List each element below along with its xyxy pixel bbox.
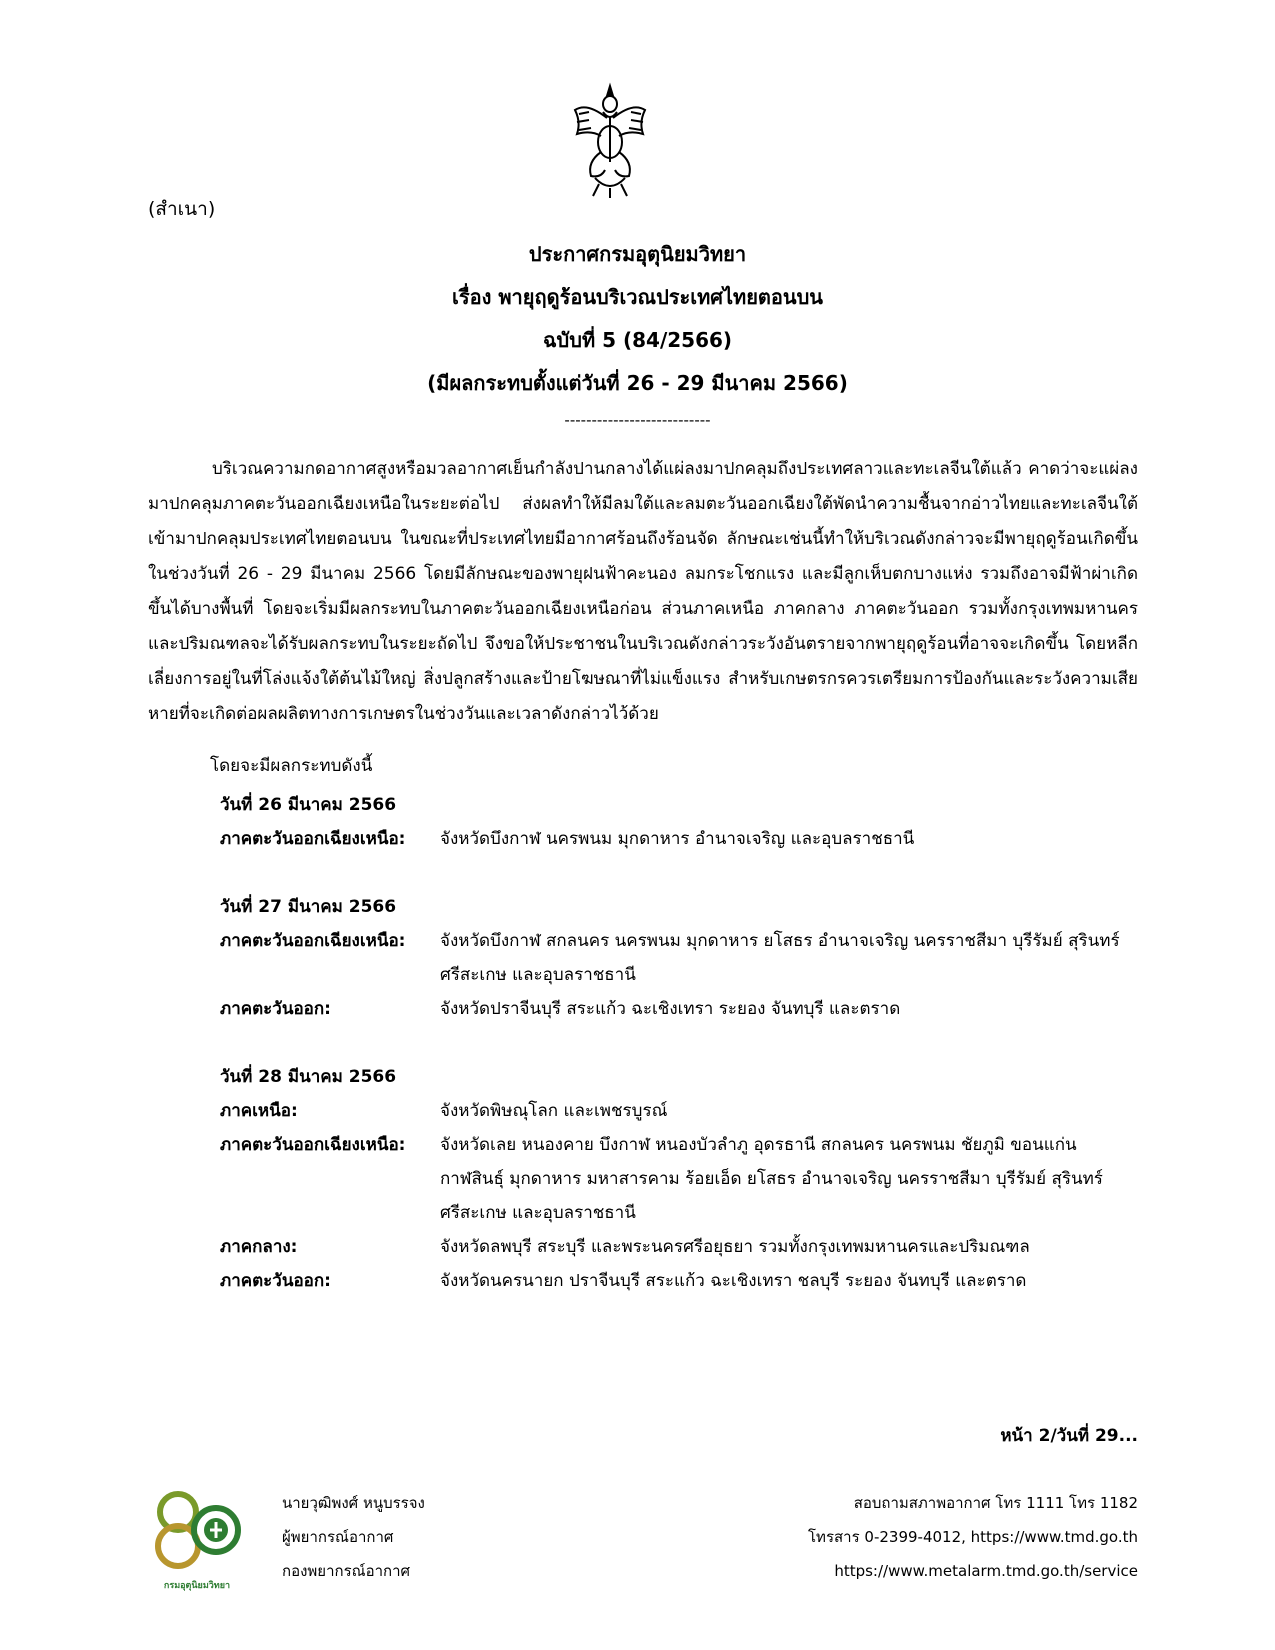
region-provinces: จังหวัดพิษณุโลก และเพชรบูรณ์ (440, 1101, 668, 1121)
region-provinces: จังหวัดลพบุรี สระบุรี และพระนครศรีอยุธยา รวมทั้งกรุงเทพมหานครและปริมณฑล (440, 1237, 1030, 1257)
title-line-2: เรื่อง พายุฤดูร้อนบริเวณประเทศไทยตอนบน (452, 285, 823, 309)
contact-block (808, 1486, 1138, 1588)
region-name: ภาคตะวันออกเฉียงเหนือ: (220, 931, 406, 951)
signer-name: นายวุฒิพงศ์ หนูบรรจง (282, 1494, 425, 1512)
signer-block (282, 1486, 425, 1588)
contact-fax: โทรสาร 0-2399-4012, https://www.tmd.go.th (808, 1528, 1138, 1546)
next-page-marker: หน้า 2/วันที่ 29... (1000, 1426, 1138, 1446)
region-name: ภาคตะวันออก: (220, 1271, 331, 1291)
day-title: วันที่ 26 มีนาคม 2566 (220, 795, 397, 815)
region-row (220, 1230, 1120, 1264)
region-provinces: จังหวัดบึงกาฬ นครพนม มุกดาหาร อำนาจเจริญ และอุบลราชธานี (440, 829, 915, 849)
region-row (220, 822, 1120, 856)
body-paragraph: บริเวณความกดอากาศสูงหรือมวลอากาศเย็นกำลังปานกลางได้แผ่ลงมาปกคลุมถึงประเทศลาวและทะเลจีนใต้แล้ว คาดว่าจะแผ่ลงมาปกคลุมภาคตะวันออกเฉียงเหนือในระยะต่อไป ส่งผลทำให้มีลมใต้และลมตะวันออกเฉียงใต้พัดนำความชื้นจากอ่าวไทยและทะเลจีนใต้เข้ามาปกคลุมประเทศไทยตอนบน ในขณะที่ประเทศไทยมีอากาศร้อนถึงร้อนจัด ลักษณะเช่นนี้ทำให้บริเวณดังกล่าวจะมีพายุฤดูร้อนเกิดขึ้นในช่วงวันที่ 26 - 29 มีนาคม 2566 โดยมีลักษณะของพายุฝนฟ้าคะนอง ลมกระโชกแรง และมีลูกเห็บตกบางแห่ง รวมถึงอาจมีฟ้าผ่าเกิดขึ้นได้บางพื้นที่ โดยจะเริ่มมีผลกระทบในภาคตะวันออกเฉียงเหนือก่อน ส่วนภาคเหนือ ภาคกลาง ภาคตะวันออก รวมทั้งกรุงเทพมหานครและปริมณฑลจะได้รับผลกระทบในระยะถัดไป จึงขอให้ประชาชนในบริเวณดังกล่าวระวังอันตรายจากพายุฤดูร้อนที่อาจจะเกิดขึ้น โดยหลีกเลี่ยงการอยู่ในที่โล่งแจ้งใต้ต้นไม้ใหญ่ สิ่งปลูกสร้างและป้ายโฆษณาที่ไม่แข็งแรง สำหรับเกษตรกรควรเตรียมการป้องกันและระวังความเสียหายที่จะเกิดต่อผลผลิตทางการเกษตรในช่วงวันและเวลาดังกล่าวไว้ด้วย (148, 459, 1138, 724)
region-provinces: จังหวัดปราจีนบุรี สระแก้ว ฉะเชิงเทรา ระยอง จันทบุรี และตราด (440, 999, 901, 1019)
garuda-emblem-icon (567, 82, 653, 200)
contact-phone: สอบถามสภาพอากาศ โทร 1111 โทร 1182 (853, 1494, 1138, 1512)
region-provinces: จังหวัดนครนายก ปราจีนบุรี สระแก้ว ฉะเชิงเทรา ชลบุรี ระยอง จันทบุรี และตราด (440, 1271, 1027, 1291)
day-title: วันที่ 27 มีนาคม 2566 (220, 897, 397, 917)
region-provinces: จังหวัดเลย หนองคาย บึงกาฬ หนองบัวลำภู อุดรธานี สกลนคร นครพนม ชัยภูมิ ขอนแก่น กาฬสินธุ์ มุกดาหาร มหาสารคาม ร้อยเอ็ด ยโสธร อำนาจเจริญ นครราชสีมา บุรีรัมย์ สุรินทร์ ศรีสะเกษ และอุบลราชธานี (440, 1135, 1103, 1223)
region-name: ภาคตะวันออก: (220, 999, 331, 1019)
region-row (220, 992, 1120, 1026)
signer-position: ผู้พยากรณ์อากาศ (282, 1528, 394, 1546)
region-name: ภาคเหนือ: (220, 1101, 298, 1121)
announcement-title (0, 233, 1275, 405)
region-row (220, 1264, 1120, 1298)
region-name: ภาคตะวันออกเฉียงเหนือ: (220, 1135, 406, 1155)
region-name: ภาคตะวันออกเฉียงเหนือ: (220, 829, 406, 849)
signer-division: กองพยากรณ์อากาศ (282, 1562, 411, 1580)
tmd-80th-anniversary-logo-icon (148, 1484, 246, 1591)
region-row (220, 924, 1120, 992)
region-provinces: จังหวัดบึงกาฬ สกลนคร นครพนม มุกดาหาร ยโสธร อำนาจเจริญ นครราชสีมา บุรีรัมย์ สุรินทร์ ศรีสะเกษ และอุบลราชธานี (440, 931, 1120, 985)
day-block-26 (220, 788, 1120, 856)
logo-caption: กรมอุตุนิยมวิทยา (163, 1581, 231, 1591)
divider: --------------------------- (564, 411, 711, 429)
copy-mark: (สำเนา) (148, 198, 216, 220)
day-block-27 (220, 890, 1120, 1026)
title-line-3: ฉบับที่ 5 (84/2566) (542, 328, 733, 352)
day-title: วันที่ 28 มีนาคม 2566 (220, 1067, 397, 1087)
contact-service-link[interactable]: https://www.metalarm.tmd.go.th/service (834, 1562, 1138, 1580)
day-block-28 (220, 1060, 1120, 1298)
title-line-1: ประกาศกรมอุตุนิยมวิทยา (528, 242, 747, 266)
region-name: ภาคกลาง: (220, 1237, 298, 1257)
region-row (220, 1094, 1120, 1128)
title-line-4: (มีผลกระทบตั้งแต่วันที่ 26 - 29 มีนาคม 2566) (427, 371, 848, 395)
region-row (220, 1128, 1120, 1230)
intro-text: โดยจะมีผลกระทบดังนี้ (210, 756, 373, 776)
